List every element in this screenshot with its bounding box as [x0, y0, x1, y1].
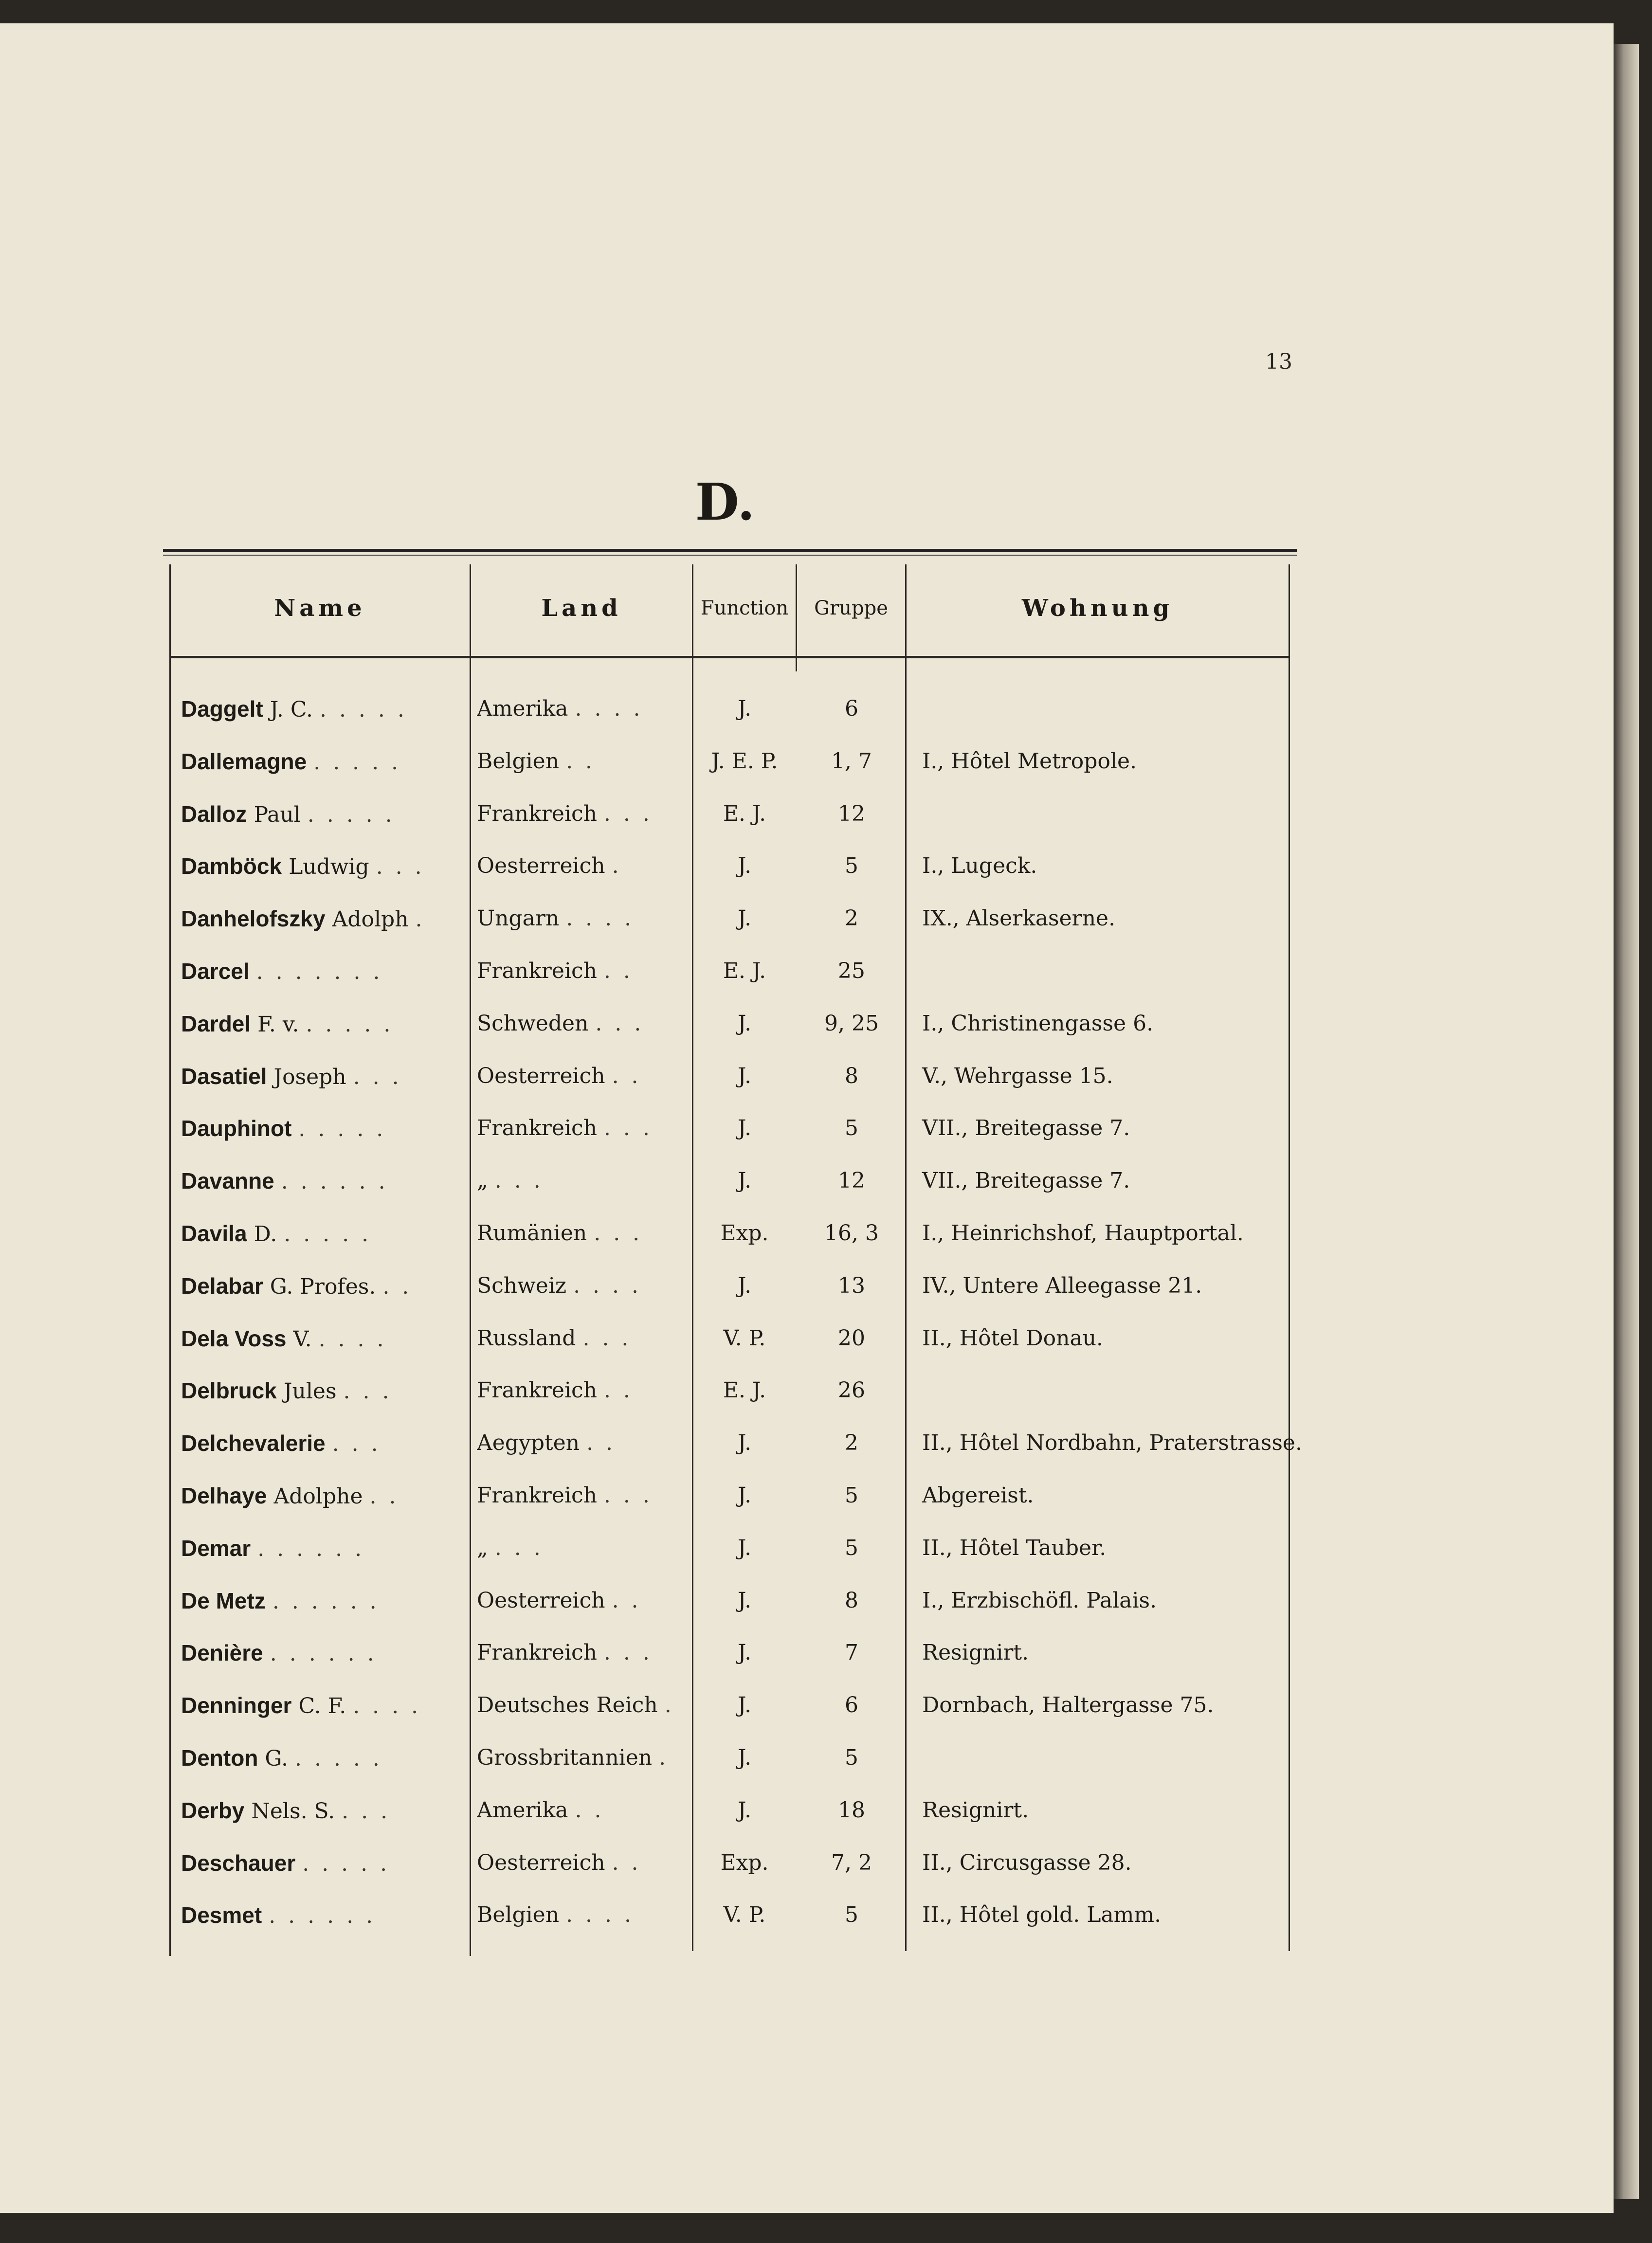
function-cell: J.	[737, 1640, 752, 1665]
gruppe-cell: 16, 3	[824, 1221, 879, 1246]
land-value: Frankreich	[477, 1116, 597, 1141]
land-leader-dots: . .	[586, 1430, 616, 1456]
given-name: Adolph	[332, 907, 409, 932]
land-value: „	[477, 1535, 488, 1560]
gruppe-cell: 26	[838, 1378, 865, 1403]
name-leader-dots: . . . . .	[306, 1012, 394, 1037]
gruppe-cell: 18	[838, 1797, 865, 1823]
name-leader-dots: . . . . .	[295, 1746, 382, 1771]
land-value: Belgien	[477, 748, 560, 774]
name-leader-dots: . . .	[343, 1379, 392, 1404]
name-leader-dots: . . . . .	[298, 1117, 386, 1142]
table-row	[0, 1312, 1614, 1365]
surname: Danhelofszky	[181, 906, 326, 932]
table-row	[0, 683, 1614, 735]
given-name: F. v.	[257, 1012, 299, 1037]
given-name: Nels. S.	[251, 1798, 335, 1824]
land-leader-dots: . . . .	[566, 1902, 634, 1928]
gruppe-cell: 8	[845, 1588, 858, 1613]
name-cell	[181, 945, 458, 998]
land-value: Oesterreich	[477, 1588, 605, 1613]
function-cell: J.	[737, 1273, 752, 1298]
header-name: Name	[274, 595, 366, 622]
table-row	[0, 1574, 1614, 1627]
wohnung-cell: Resignirt.	[922, 1797, 1029, 1823]
gruppe-cell: 5	[845, 1535, 858, 1560]
given-name: V.	[293, 1326, 312, 1352]
table-row	[0, 1260, 1614, 1312]
land-cell	[477, 1627, 691, 1679]
land-value: Grossbritannien	[477, 1745, 653, 1770]
name-leader-dots: . . . . .	[313, 749, 401, 775]
top-rule-thin	[163, 555, 1297, 556]
land-leader-dots: . . . .	[566, 906, 635, 931]
land-leader-dots: . . . .	[575, 696, 643, 721]
surname: Dasatiel	[181, 1063, 267, 1089]
name-cell	[181, 1102, 458, 1156]
name-cell	[181, 1522, 458, 1575]
wohnung-cell: II., Hôtel Donau.	[922, 1325, 1104, 1351]
gruppe-cell: 6	[845, 1693, 858, 1718]
surname: Delhaye	[181, 1483, 267, 1508]
wohnung-cell: I., Hôtel Metropole.	[922, 748, 1137, 774]
land-cell	[477, 1364, 691, 1417]
land-cell	[477, 1732, 691, 1784]
land-leader-dots: . .	[603, 959, 633, 983]
surname: Damböck	[181, 853, 282, 879]
table-row	[0, 1050, 1614, 1103]
land-cell	[477, 1155, 691, 1207]
land-value: Rumänien	[477, 1221, 587, 1246]
table-row	[0, 1784, 1614, 1837]
top-rule	[163, 549, 1297, 552]
gruppe-cell: 5	[845, 853, 858, 879]
surname: Dela Voss	[181, 1325, 287, 1351]
function-cell: J. E. P.	[711, 748, 778, 774]
name-leader-dots: . . .	[332, 1431, 381, 1457]
table-row	[0, 788, 1614, 840]
header-rule	[169, 656, 1289, 658]
land-cell	[477, 1207, 691, 1260]
wohnung-cell: I., Erzbischöfl. Palais.	[922, 1588, 1157, 1613]
table-row	[0, 1837, 1614, 1889]
name-leader-dots: . . . . .	[319, 697, 407, 722]
land-value: Frankreich	[477, 801, 597, 826]
land-value: Amerika	[477, 696, 568, 721]
land-leader-dots: . . .	[603, 1483, 653, 1508]
function-cell: J.	[737, 1168, 752, 1194]
land-value: Frankreich	[477, 959, 597, 983]
land-leader-dots: . .	[566, 748, 596, 774]
surname: Delbruck	[181, 1378, 277, 1404]
surname: Delchevalerie	[181, 1430, 326, 1456]
function-cell: J.	[737, 1011, 752, 1036]
land-cell	[477, 735, 691, 788]
wohnung-cell: I., Christinengasse 6.	[922, 1011, 1154, 1036]
name-leader-dots: . . .	[342, 1798, 391, 1824]
name-leader-dots: . . . . .	[284, 1222, 372, 1247]
given-name: Jules	[283, 1379, 337, 1404]
function-cell: J.	[737, 1063, 752, 1088]
surname: Dardel	[181, 1011, 251, 1036]
surname: Darcel	[181, 959, 250, 984]
gruppe-cell: 7	[845, 1640, 858, 1665]
land-value: Deutsches Reich	[477, 1693, 658, 1718]
land-value: Frankreich	[477, 1483, 597, 1508]
land-cell	[477, 892, 691, 945]
right-page-edge	[1614, 44, 1639, 2199]
table-row	[0, 945, 1614, 997]
land-value: Oesterreich	[477, 1063, 605, 1088]
name-cell	[181, 1679, 458, 1733]
surname: Denninger	[181, 1693, 292, 1718]
name-cell	[181, 1574, 458, 1628]
surname: Delabar	[181, 1273, 263, 1299]
wohnung-cell: II., Hôtel gold. Lamm.	[922, 1902, 1162, 1928]
table-row	[0, 1732, 1614, 1784]
function-cell: E. J.	[723, 959, 766, 983]
name-cell	[181, 1207, 458, 1261]
name-leader-dots: . . .	[353, 1064, 402, 1089]
surname: De Metz	[181, 1588, 266, 1613]
table-row	[0, 1102, 1614, 1155]
table-row	[0, 1627, 1614, 1679]
table-row	[0, 1889, 1614, 1941]
land-leader-dots: .	[659, 1745, 669, 1770]
given-name: Joseph	[273, 1064, 346, 1089]
name-leader-dots: . . .	[376, 854, 425, 880]
land-value: Oesterreich	[477, 1850, 605, 1875]
gruppe-cell: 12	[838, 801, 865, 826]
name-leader-dots: . . . . . .	[270, 1641, 377, 1666]
name-cell	[181, 997, 458, 1051]
gruppe-cell: 2	[845, 1430, 858, 1456]
land-leader-dots: . . .	[594, 1221, 643, 1246]
table-row	[0, 1207, 1614, 1260]
function-cell: J.	[737, 1745, 752, 1770]
header-land: Land	[541, 595, 622, 622]
land-leader-dots: . . .	[603, 1116, 653, 1141]
wohnung-cell: II., Hôtel Tauber.	[922, 1535, 1107, 1560]
given-name: Paul	[254, 802, 301, 827]
function-cell: E. J.	[723, 1378, 766, 1403]
surname: Dallemagne	[181, 748, 307, 774]
land-leader-dots: . . .	[494, 1168, 544, 1194]
wohnung-cell: I., Heinrichshof, Hauptportal.	[922, 1221, 1244, 1246]
gruppe-cell: 13	[838, 1273, 865, 1298]
name-cell	[181, 683, 458, 736]
wohnung-cell: Resignirt.	[922, 1640, 1029, 1665]
table-row	[0, 1417, 1614, 1469]
land-cell	[477, 1679, 691, 1732]
land-leader-dots: . .	[603, 1378, 633, 1403]
function-cell: E. J.	[723, 801, 766, 826]
function-cell: J.	[737, 1588, 752, 1613]
wohnung-cell: Abgereist.	[922, 1483, 1034, 1508]
surname: Denière	[181, 1640, 263, 1666]
wohnung-cell: Dornbach, Haltergasse 75.	[922, 1693, 1214, 1718]
table-row	[0, 840, 1614, 892]
gruppe-cell: 1, 7	[831, 748, 872, 774]
function-cell: J.	[737, 1116, 752, 1141]
land-value: „	[477, 1168, 488, 1194]
land-cell	[477, 1837, 691, 1889]
function-cell: J.	[737, 696, 752, 721]
gruppe-cell: 12	[838, 1168, 865, 1194]
land-value: Belgien	[477, 1902, 560, 1928]
table-row	[0, 1522, 1614, 1574]
function-cell: Exp.	[720, 1850, 769, 1875]
function-cell: J.	[737, 1797, 752, 1823]
land-cell	[477, 788, 691, 840]
land-cell	[477, 1522, 691, 1574]
given-name: J. C.	[270, 697, 313, 722]
land-leader-dots: . .	[575, 1797, 604, 1823]
land-leader-dots: . . .	[582, 1325, 632, 1351]
name-leader-dots: .	[415, 907, 425, 932]
header-gruppe: Gruppe	[814, 597, 888, 619]
land-value: Aegypten	[477, 1430, 580, 1456]
gruppe-cell: 9, 25	[824, 1011, 879, 1036]
function-cell: J.	[737, 1483, 752, 1508]
gruppe-cell: 6	[845, 696, 858, 721]
function-cell: V. P.	[723, 1325, 766, 1351]
land-cell	[477, 1050, 691, 1103]
name-cell	[181, 1627, 458, 1680]
land-value: Frankreich	[477, 1640, 597, 1665]
surname: Demar	[181, 1535, 251, 1561]
name-leader-dots: . . . . . .	[257, 1536, 365, 1561]
gruppe-cell: 5	[845, 1116, 858, 1141]
table-row	[0, 892, 1614, 945]
section-letter: D.	[695, 472, 755, 532]
name-leader-dots: . . . . . .	[269, 1903, 376, 1929]
surname: Davanne	[181, 1168, 274, 1194]
name-leader-dots: . . . .	[353, 1694, 421, 1719]
header-function: Function	[700, 597, 789, 619]
header-wohnung: Wohnung	[1021, 595, 1174, 622]
name-cell	[181, 1364, 458, 1418]
given-name: G.	[265, 1746, 288, 1771]
name-leader-dots: . . . . .	[302, 1851, 390, 1876]
table-row	[0, 1364, 1614, 1417]
land-leader-dots: . .	[612, 1850, 641, 1875]
name-leader-dots: . . . .	[318, 1326, 387, 1352]
gruppe-cell: 8	[845, 1063, 858, 1088]
land-leader-dots: . . .	[595, 1011, 644, 1036]
table-row	[0, 1155, 1614, 1207]
name-cell	[181, 1732, 458, 1785]
table-row	[0, 1469, 1614, 1522]
land-cell	[477, 997, 691, 1050]
name-cell	[181, 840, 458, 893]
name-leader-dots: . . . . . .	[272, 1589, 380, 1614]
land-cell	[477, 1260, 691, 1312]
given-name: D.	[254, 1222, 277, 1247]
table-row	[0, 1679, 1614, 1732]
surname: Desmet	[181, 1902, 262, 1928]
land-leader-dots: . . .	[603, 1640, 653, 1665]
gruppe-cell: 20	[838, 1325, 865, 1351]
name-cell	[181, 788, 458, 841]
land-cell	[477, 840, 691, 892]
function-cell: J.	[737, 1430, 752, 1456]
land-value: Russland	[477, 1325, 576, 1351]
land-cell	[477, 1469, 691, 1522]
land-leader-dots: . . .	[494, 1535, 544, 1560]
land-cell	[477, 683, 691, 735]
table-row	[0, 735, 1614, 788]
wohnung-cell: II., Hôtel Nordbahn, Praterstrasse.	[922, 1430, 1302, 1456]
wohnung-cell: I., Lugeck.	[922, 853, 1037, 879]
surname: Daggelt	[181, 696, 263, 722]
land-leader-dots: . .	[612, 1063, 641, 1088]
land-cell	[477, 1417, 691, 1469]
name-leader-dots: . . . . . . .	[256, 959, 383, 984]
wohnung-cell: V., Wehrgasse 15.	[922, 1063, 1113, 1088]
surname: Dauphinot	[181, 1116, 292, 1141]
table-row	[0, 997, 1614, 1050]
land-value: Ungarn	[477, 906, 560, 931]
wohnung-cell: IX., Alserkaserne.	[922, 906, 1116, 931]
name-cell	[181, 1889, 458, 1942]
land-cell	[477, 1574, 691, 1627]
function-cell: Exp.	[720, 1221, 769, 1246]
land-leader-dots: . . .	[603, 801, 653, 826]
land-leader-dots: . . . .	[573, 1273, 641, 1298]
land-cell	[477, 1102, 691, 1155]
land-value: Amerika	[477, 1797, 568, 1823]
land-value: Oesterreich	[477, 853, 605, 879]
surname: Derby	[181, 1797, 245, 1823]
land-cell	[477, 945, 691, 997]
given-name: Adolphe	[273, 1484, 363, 1509]
gruppe-cell: 2	[845, 906, 858, 931]
name-leader-dots: . . . . . .	[281, 1169, 388, 1194]
name-cell	[181, 1260, 458, 1313]
name-leader-dots: . . . . .	[307, 802, 395, 827]
name-cell	[181, 1417, 458, 1470]
name-cell	[181, 1784, 458, 1838]
gruppe-cell: 5	[845, 1483, 858, 1508]
function-cell: J.	[737, 853, 752, 879]
land-leader-dots: . .	[612, 1588, 641, 1613]
gruppe-cell: 25	[838, 959, 865, 983]
wohnung-cell: VII., Breitegasse 7.	[922, 1116, 1130, 1141]
gruppe-cell: 5	[845, 1902, 858, 1928]
surname: Denton	[181, 1745, 258, 1771]
name-cell	[181, 1155, 458, 1208]
page-number: 13	[1265, 349, 1292, 374]
name-cell	[181, 1469, 458, 1523]
given-name: Ludwig	[289, 854, 369, 880]
wohnung-cell: II., Circusgasse 28.	[922, 1850, 1132, 1875]
gruppe-cell: 7, 2	[831, 1850, 872, 1875]
function-cell: J.	[737, 1693, 752, 1718]
function-cell: J.	[737, 906, 752, 931]
surname: Dalloz	[181, 801, 247, 827]
name-cell	[181, 892, 458, 946]
land-cell	[477, 1889, 691, 1941]
land-cell	[477, 1784, 691, 1837]
name-leader-dots: . .	[382, 1274, 412, 1299]
land-value: Schweiz	[477, 1273, 567, 1298]
function-cell: V. P.	[723, 1902, 766, 1928]
land-leader-dots: .	[612, 853, 622, 879]
given-name: C. F.	[298, 1694, 346, 1719]
land-value: Frankreich	[477, 1378, 597, 1403]
surname: Davila	[181, 1221, 247, 1246]
surname: Deschauer	[181, 1850, 296, 1876]
name-cell	[181, 1312, 458, 1366]
name-cell	[181, 1050, 458, 1103]
name-cell	[181, 735, 458, 789]
gruppe-cell: 5	[845, 1745, 858, 1770]
wohnung-cell: IV., Untere Alleegasse 21.	[922, 1273, 1202, 1298]
land-cell	[477, 1312, 691, 1365]
given-name: G. Profes.	[270, 1274, 376, 1299]
name-leader-dots: . .	[369, 1484, 399, 1509]
function-cell: J.	[737, 1535, 752, 1560]
wohnung-cell: VII., Breitegasse 7.	[922, 1168, 1130, 1194]
land-leader-dots: .	[664, 1693, 674, 1718]
name-cell	[181, 1837, 458, 1890]
land-value: Schweden	[477, 1011, 589, 1036]
